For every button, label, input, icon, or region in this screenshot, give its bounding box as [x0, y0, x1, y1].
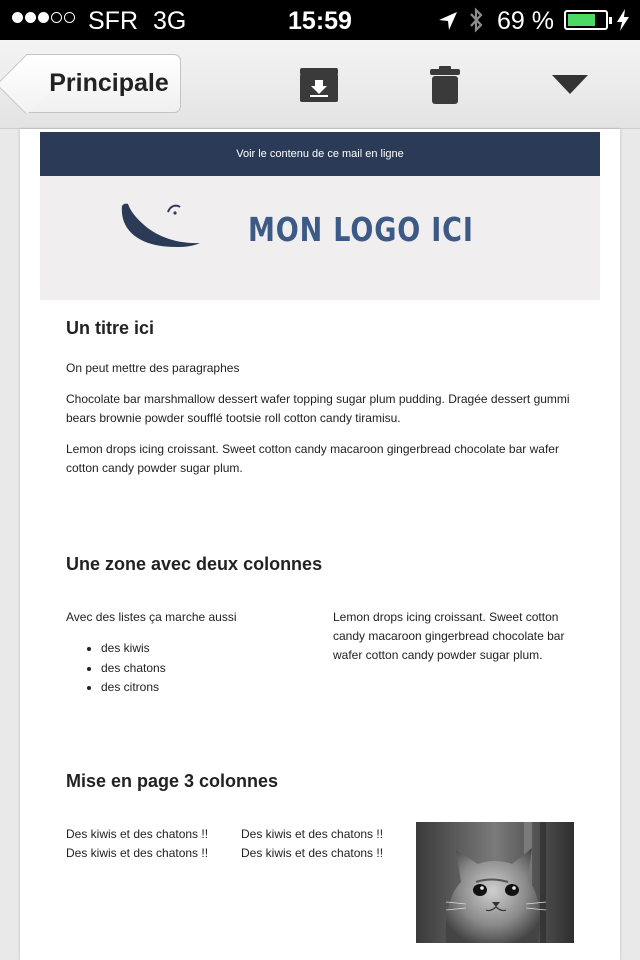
trash-icon[interactable] — [428, 65, 462, 110]
paragraph: Lemon drops icing croissant. Sweet cotton candy macaroon gingerbread chocolate bar wafer cotton candy powder sugar plum. — [333, 610, 565, 662]
email-body — [20, 129, 620, 960]
back-button-label: Principale — [49, 69, 169, 97]
left-column — [66, 608, 306, 698]
right-column — [333, 608, 576, 665]
menu-dropdown-icon[interactable] — [552, 75, 588, 94]
list-item: • des kiwis — [101, 639, 306, 659]
paragraph: Chocolate bar marshmallow dessert wafer topping sugar plum pudding. Dragée dessert gummi bears brownie powder soufflé tootsie roll cotton candy tiramisu. — [66, 392, 570, 425]
column-1 — [66, 825, 226, 863]
kitten-image — [416, 822, 574, 943]
column-text: Des kiwis et des chatons !! — [66, 827, 209, 841]
email-header — [40, 176, 600, 300]
section-title: Un titre ici — [66, 318, 155, 338]
logo-mark-icon — [118, 200, 202, 257]
charging-icon — [616, 9, 630, 38]
section-title: Mise en page 3 colonnes — [66, 771, 279, 791]
status-bar — [0, 0, 640, 40]
column-2 — [241, 825, 401, 863]
bluetooth-icon — [468, 6, 484, 41]
status-time: 15:59 — [288, 7, 352, 35]
list-item: • des citrons — [101, 678, 306, 698]
battery-icon — [564, 10, 608, 30]
column-text: Des kiwis et des chatons !! — [241, 846, 384, 860]
carrier-name: SFR — [88, 7, 138, 35]
view-online-text: Voir le contenu de ce mail en ligne — [236, 148, 404, 160]
column-text: Des kiwis et des chatons !! — [66, 846, 209, 860]
section-three-columns — [66, 771, 576, 860]
section-intro — [66, 318, 576, 490]
bullet-list — [66, 639, 306, 698]
section-title: Une zone avec deux colonnes — [66, 554, 323, 574]
back-button[interactable] — [26, 54, 181, 113]
list-intro: Avec des listes ça marche aussi — [66, 610, 237, 624]
logo-text-label: MON LOGO ICI — [248, 210, 474, 249]
nav-bar — [0, 40, 640, 129]
column-text: Des kiwis et des chatons !! — [241, 827, 384, 841]
view-online-link[interactable] — [40, 132, 600, 176]
paragraph: Lemon drops icing croissant. Sweet cotton candy macaroon gingerbread chocolate bar wafer cotton candy powder sugar plum. — [66, 442, 559, 475]
network-type: 3G — [153, 7, 187, 35]
archive-icon[interactable] — [299, 67, 339, 108]
battery-percentage: 69 % — [497, 7, 554, 35]
section-two-columns — [66, 554, 576, 694]
list-item: • des chatons — [101, 659, 306, 679]
logo-text — [248, 210, 474, 249]
location-icon — [438, 9, 458, 38]
paragraph: On peut mettre des paragraphes — [66, 361, 240, 375]
